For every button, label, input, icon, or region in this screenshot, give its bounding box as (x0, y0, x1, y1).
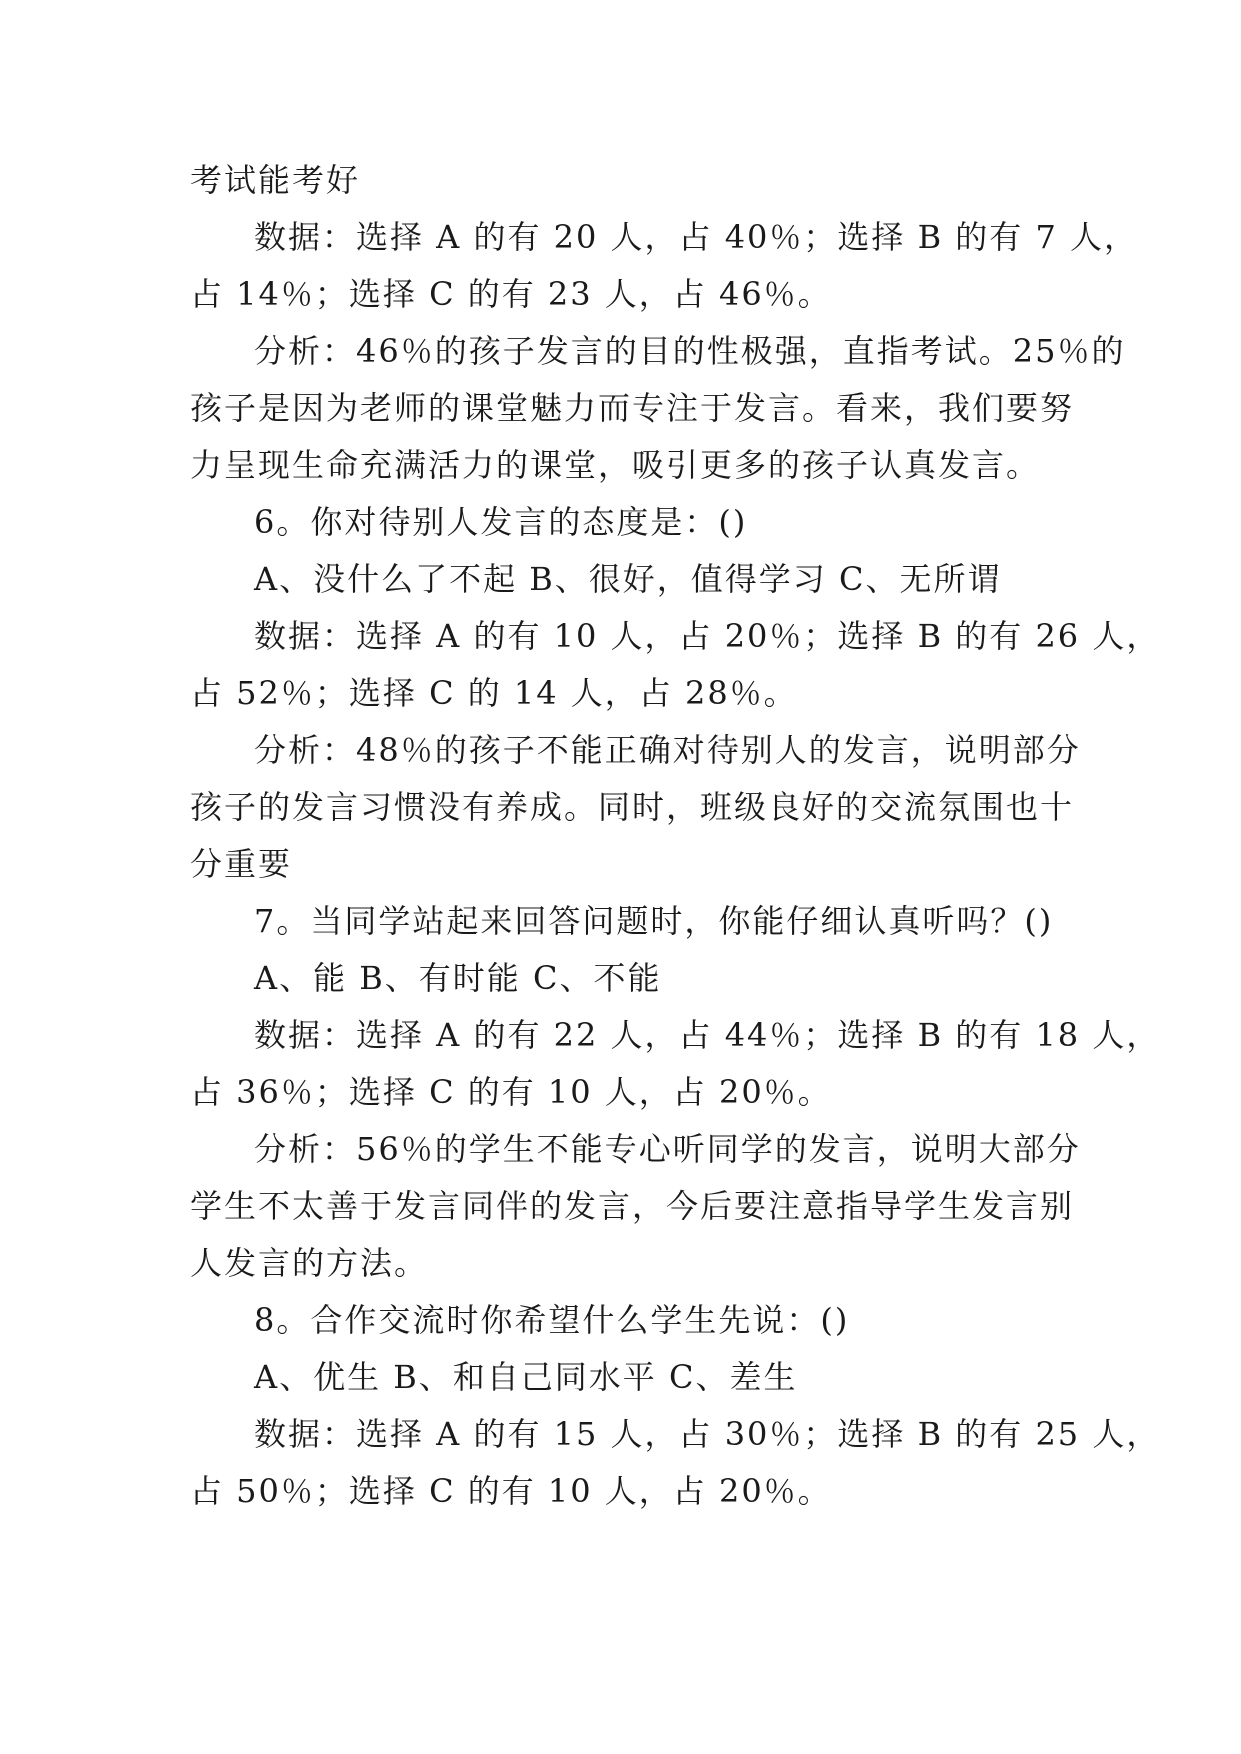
text-line: 分析：56％的学生不能专心听同学的发言，说明大部分 (254, 1130, 1081, 1168)
question-line: 7。当同学站起来回答问题时，你能仔细认真听吗？() (254, 902, 1054, 940)
text-line: 考试能考好 (190, 161, 361, 199)
options-line: A、没什么了不起 B、很好，值得学习 C、无所谓 (254, 560, 1002, 598)
text-line: 学生不太善于发言同伴的发言，今后要注意指导学生发言别 (190, 1187, 1075, 1225)
text-line: 孩子是因为老师的课堂魅力而专注于发言。看来，我们要努 (190, 389, 1075, 427)
text-line: 数据：选择 A 的有 10 人，占 20％；选择 B 的有 26 人， (254, 617, 1161, 655)
paragraph-options-8 (190, 1357, 1070, 1398)
paragraph-options-6 (190, 559, 1070, 600)
paragraph-question-7 (190, 901, 1070, 942)
text-line: 分析：46％的孩子发言的目的性极强，直指考试。25％的 (254, 332, 1126, 370)
text-line: 占 36％；选择 C 的有 10 人，占 20％。 (190, 1073, 832, 1111)
text-line: 孩子的发言习惯没有养成。同时，班级良好的交流氛围也十 (190, 788, 1075, 826)
paragraph-analysis-q5 (190, 331, 1126, 486)
text-line: 力呈现生命充满活力的课堂，吸引更多的孩子认真发言。 (190, 446, 1041, 484)
text-line: 分重要 (190, 845, 293, 883)
text-line: 人发言的方法。 (190, 1244, 429, 1282)
text-line: 数据：选择 A 的有 15 人，占 30％；选择 B 的有 25 人， (254, 1415, 1161, 1453)
paragraph-options-7 (190, 958, 1070, 999)
question-line: 8。合作交流时你希望什么学生先说：() (254, 1301, 850, 1339)
text-line: 占 52％；选择 C 的 14 人，占 28％。 (190, 674, 798, 712)
paragraph-question-8 (190, 1300, 1070, 1341)
text-line: 占 50％；选择 C 的有 10 人，占 20％。 (190, 1472, 832, 1510)
options-line: A、能 B、有时能 C、不能 (254, 959, 662, 997)
paragraph-conclusion (190, 160, 1070, 201)
document-body (190, 160, 1161, 1512)
options-line: A、优生 B、和自己同水平 C、差生 (254, 1358, 798, 1396)
paragraph-question-6 (190, 502, 1070, 543)
paragraph-data-q6 (190, 616, 1161, 714)
paragraph-data-q7 (190, 1015, 1161, 1113)
paragraph-analysis-q6 (190, 730, 1081, 885)
text-line: 数据：选择 A 的有 20 人，占 40％；选择 B 的有 7 人， (254, 218, 1138, 256)
text-line: 数据：选择 A 的有 22 人，占 44％；选择 B 的有 18 人， (254, 1016, 1161, 1054)
paragraph-data-q5 (190, 217, 1138, 315)
text-line: 分析：48％的孩子不能正确对待别人的发言，说明部分 (254, 731, 1081, 769)
paragraph-data-q8 (190, 1414, 1161, 1512)
paragraph-analysis-q7 (190, 1129, 1081, 1284)
question-line: 6。你对待别人发言的态度是：() (254, 503, 748, 541)
text-line: 占 14％；选择 C 的有 23 人，占 46％。 (190, 275, 832, 313)
